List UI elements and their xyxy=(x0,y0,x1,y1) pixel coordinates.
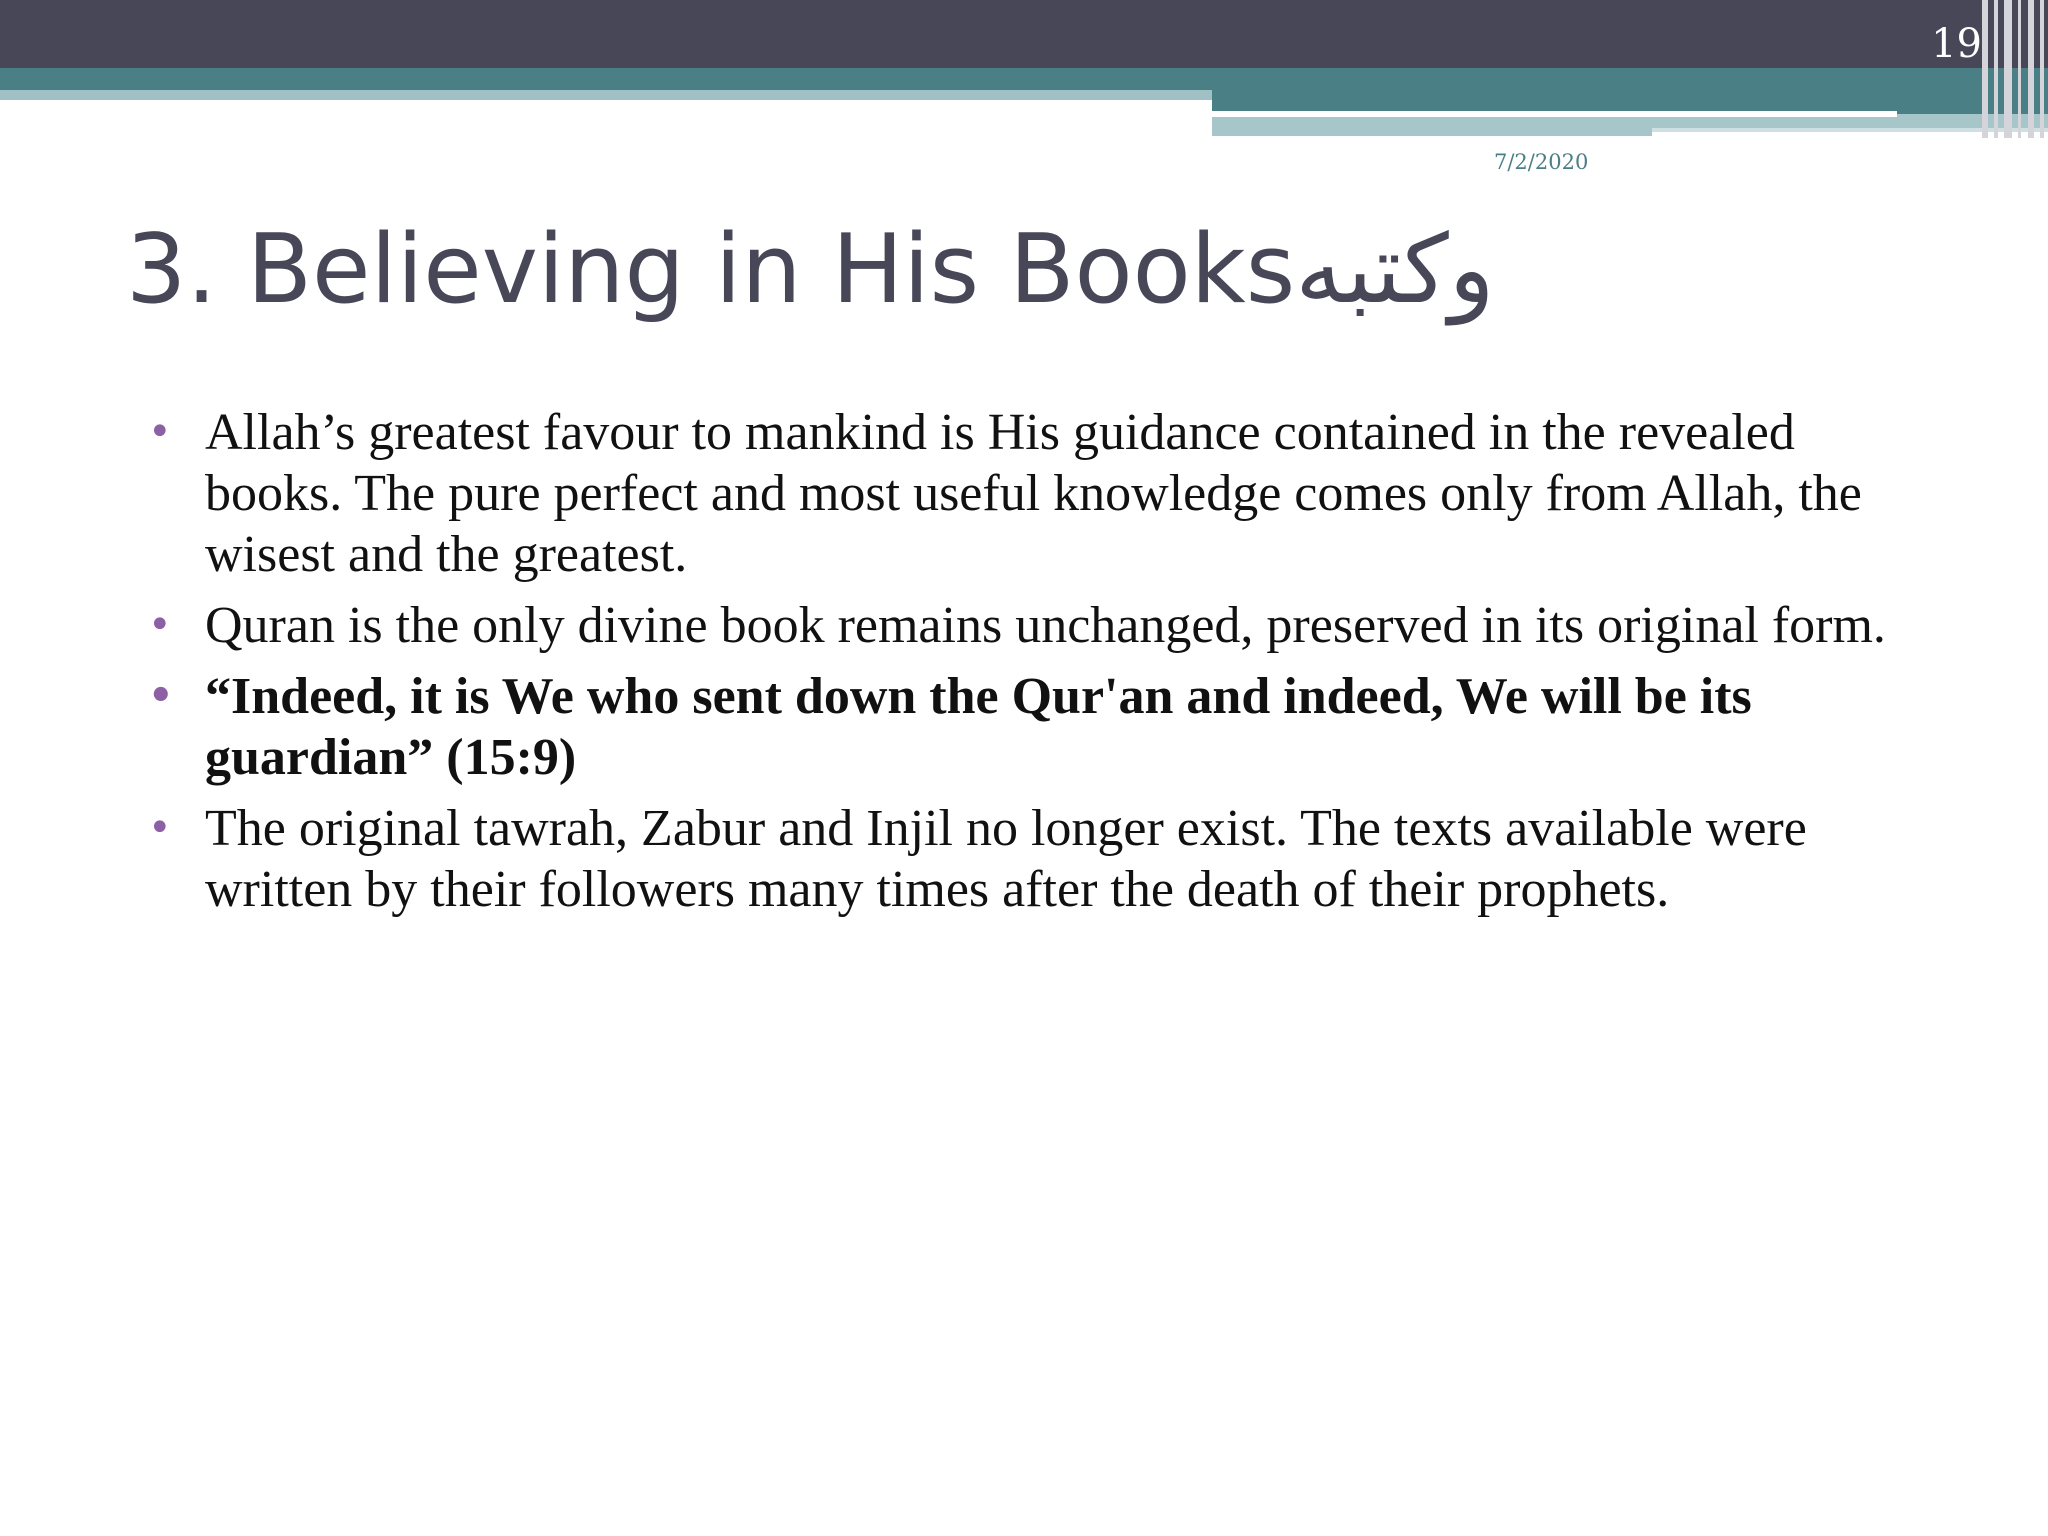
bullet-item xyxy=(144,798,1944,920)
slide-number: 19 xyxy=(1931,21,1982,67)
bullet-list xyxy=(144,402,1944,930)
header-stripes xyxy=(1982,0,2048,138)
bullet-text: The original tawrah, Zabur and Injil no longer exist. The texts available were written by their followers many times after the death of their prophets. xyxy=(205,800,1807,918)
header-white-line xyxy=(1212,111,1897,117)
bullet-icon: • xyxy=(148,409,172,455)
bullet-item-quote xyxy=(144,666,1944,788)
bullet-item xyxy=(144,595,1944,656)
header-teal-band xyxy=(0,68,2048,90)
bullet-item xyxy=(144,402,1944,585)
bullet-icon: • xyxy=(148,805,172,851)
bullet-text: Allah’s greatest favour to mankind is His guidance contained in the revealed books. The pure perfect and most useful knowledge comes only from Allah, the wisest and the greatest. xyxy=(205,404,1862,583)
slide-date: 7/2/2020 xyxy=(1494,150,1589,174)
bullet-icon: • xyxy=(148,673,174,719)
header-light-band-left xyxy=(0,90,1212,100)
bullet-icon: • xyxy=(148,602,172,648)
header-dark-band xyxy=(0,0,2048,68)
slide-title: 3. Believing in His Booksوكتبه xyxy=(126,215,1495,325)
bullet-text: Quran is the only divine book remains unchanged, preserved in its original form. xyxy=(205,597,1886,654)
bullet-text: “Indeed, it is We who sent down the Qur'an and indeed, We will be its guardian” (15:9) xyxy=(205,668,1752,786)
